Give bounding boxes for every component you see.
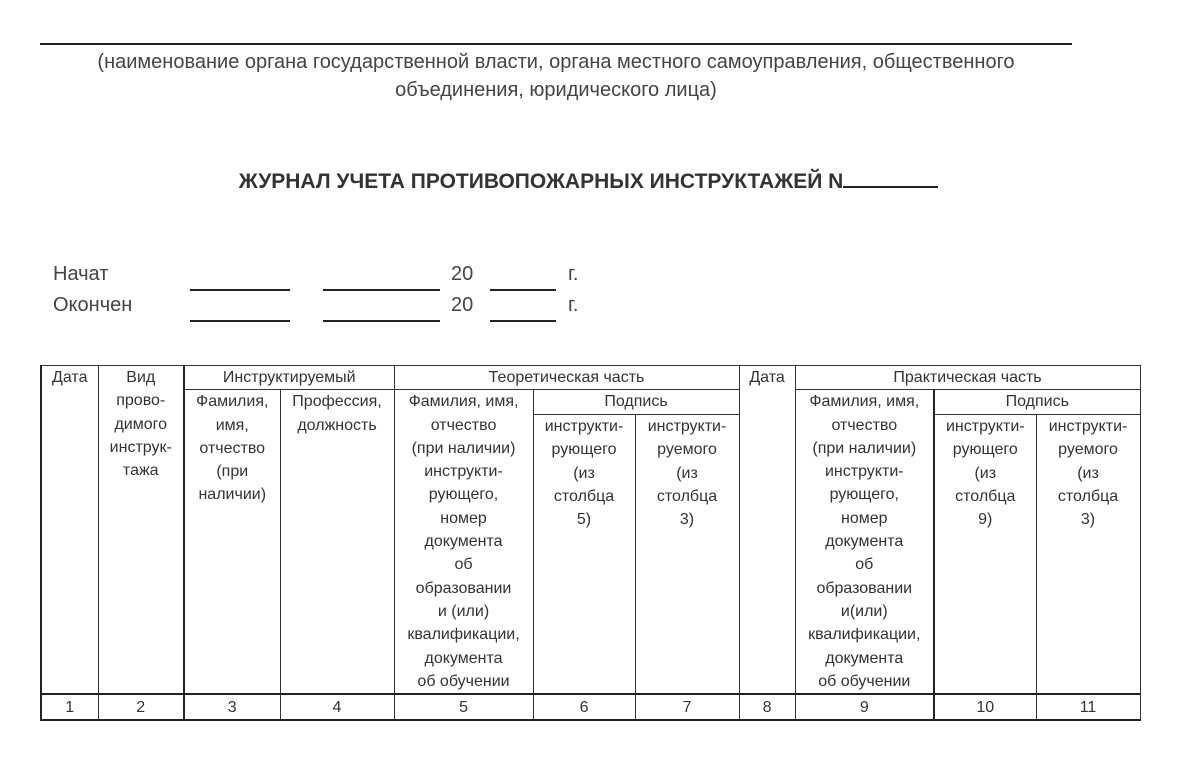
ended-day-blank[interactable] xyxy=(190,320,290,322)
group-practice-signature-header: Подпись xyxy=(934,390,1140,415)
column-number: 11 xyxy=(1036,694,1140,720)
group-practice-header: Практическая часть xyxy=(795,366,1140,390)
column-number: 9 xyxy=(795,694,934,720)
ended-label: Окончен xyxy=(53,294,133,316)
column-number: 8 xyxy=(739,694,795,720)
organization-caption: (наименование органа государственной власти, органа местного самоуправления, общественного объединения, юридического лица) xyxy=(97,51,1015,101)
started-year-blank[interactable] xyxy=(490,289,556,291)
column-numbers-row xyxy=(41,694,1140,720)
col-profession-header: Профессия, должность xyxy=(280,390,394,694)
started-year-prefix: 20 xyxy=(451,263,474,285)
col-practice-sig-instructor-header: инструкти- рующего (из столбца 9) xyxy=(934,414,1036,694)
column-number: 1 xyxy=(41,694,98,720)
col-instruction-type-header: Вид прово- димого инструк- тажа xyxy=(98,366,184,695)
group-theory-header: Теоретическая часть xyxy=(394,366,739,390)
started-year-suffix: г. xyxy=(568,263,579,285)
col-practice-instructor-header: Фамилия, имя, отчество (при наличии) инструкти- рующего, номер документа об образовании и(или) квалификации, документа об обучении xyxy=(795,390,934,694)
journal-table xyxy=(40,365,1141,721)
started-label: Начат xyxy=(53,263,109,285)
column-number: 6 xyxy=(533,694,635,720)
started-day-blank[interactable] xyxy=(190,289,290,291)
column-number: 3 xyxy=(184,694,280,720)
col-date-header: Дата xyxy=(41,366,98,695)
journal-title-text: ЖУРНАЛ УЧЕТА ПРОТИВОПОЖАРНЫХ ИНСТРУКТАЖЕЙ N xyxy=(238,170,844,193)
col-practice-sig-instructed-header: инструкти- руемого (из столбца 3) xyxy=(1036,414,1140,694)
column-number: 5 xyxy=(394,694,533,720)
col-date2-header: Дата xyxy=(739,366,795,695)
started-month-blank[interactable] xyxy=(323,289,440,291)
ended-year-blank[interactable] xyxy=(490,320,556,322)
group-instructed-header: Инструктируемый xyxy=(184,366,394,390)
col-theory-sig-instructed-header: инструкти- руемого (из столбца 3) xyxy=(635,414,739,694)
table-subheader-row xyxy=(41,390,1140,415)
column-number: 10 xyxy=(934,694,1036,720)
ended-year-suffix: г. xyxy=(568,294,579,316)
group-theory-signature-header: Подпись xyxy=(533,390,739,415)
col-theory-instructor-header: Фамилия, имя, отчество (при наличии) инструкти- рующего, номер документа об образовании и (или) квалификации, документа об обучении xyxy=(394,390,533,694)
col-instructed-name-header: Фамилия, имя, отчество (при наличии) xyxy=(184,390,280,694)
ended-month-blank[interactable] xyxy=(323,320,440,322)
ended-year-prefix: 20 xyxy=(451,294,474,316)
col-theory-sig-instructor-header: инструкти- рующего (из столбца 5) xyxy=(533,414,635,694)
journal-title xyxy=(0,166,1177,194)
column-number: 7 xyxy=(635,694,739,720)
column-number: 4 xyxy=(280,694,394,720)
column-number: 2 xyxy=(98,694,184,720)
journal-number-blank[interactable] xyxy=(843,166,938,188)
organization-name-line xyxy=(40,43,1072,45)
table-header-row xyxy=(41,366,1140,390)
